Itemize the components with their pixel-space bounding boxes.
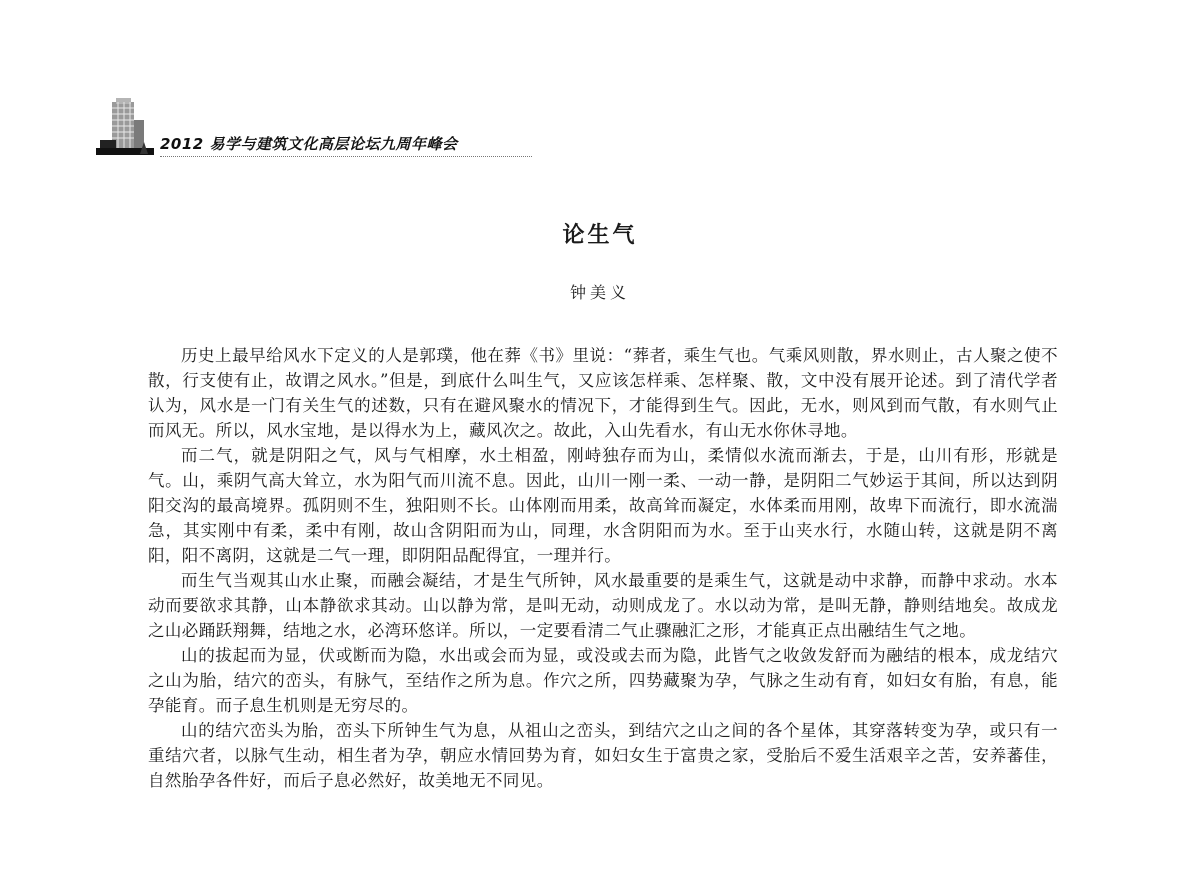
article-author: 钟美义 <box>569 283 630 302</box>
body-paragraph: 而二气，就是阴阳之气，风与气相摩，水土相盈，刚峙独存而为山，柔情似水流而渐去，于是，山川有形，形就是气。山，乘阴气高大耸立，水为阳气而川流不息。因此，山川一刚一柔、一动一静，是阴阳二气妙运于其间，所以达到阴阳交沟的最高境界。孤阴则不生，独阳则不长。山体刚而用柔，故高耸而凝定，水体柔而用刚，故卑下而流行，即水流湍急，其实刚中有柔，柔中有刚，故山含阴阳而为山，同理，水含阴阳而为水。至于山夹水行，水随山转，这就是阴不离阳，阳不离阴，这就是二气一理，即阴阳品配得宜，一理并行。 <box>148 446 1058 565</box>
header-divider <box>160 156 532 157</box>
article-body <box>148 343 1058 793</box>
body-paragraph: 山的拔起而为显，伏或断而为隐，水出或会而为显，或没或去而为隐，此皆气之收敛发舒而为融结的根本，成龙结穴之山为胎，结穴的峦头，有脉气，至结作之所为息。作穴之所，四势藏聚为孕，气脉之生动有育，如妇女有胎，有息，能孕能育。而子息生机则是无穷尽的。 <box>148 646 1058 715</box>
conference-logo-icon <box>96 96 158 160</box>
body-paragraph: 山的结穴峦头为胎，峦头下所钟生气为息，从祖山之峦头，到结穴之山之间的各个星体，其穿落转变为孕，或只有一重结穴者，以脉气生动，相生者为孕，朝应水情回势为育，如妇女生于富贵之家，受胎后不爱生活艰辛之苦，安养蕃佳，自然胎孕各件好，而后子息必然好，故美地无不同见。 <box>148 721 1058 790</box>
conference-title: 2012 易学与建筑文化高层论坛九周年峰会 <box>160 135 458 153</box>
article-title: 论生气 <box>562 223 638 248</box>
body-paragraph: 历史上最早给风水下定义的人是郭璞，他在葬《书》里说：“葬者，乘生气也。气乘风则散，界水则止，古人聚之使不散，行支使有止，故谓之风水。”但是，到底什么叫生气，又应该怎样乘、怎样聚、散，文中没有展开论述。到了清代学者认为，风水是一门有关生气的述数，只有在避风聚水的情况下，才能得到生气。因此，无水，则风到而气散，有水则气止而风无。所以，风水宝地，是以得水为上，藏风次之。故此，入山先看水，有山无水你休寻地。 <box>148 346 1058 440</box>
body-paragraph: 而生气当观其山水止聚，而融会凝结，才是生气所钟，风水最重要的是乘生气，这就是动中求静，而静中求动。水本动而要欲求其静，山本静欲求其动。山以静为常，是叫无动，动则成龙了。水以动为常，是叫无静，静则结地矣。故成龙之山必踊跃翔舞，结地之水，必湾环悠详。所以，一定要看清二气止骤融汇之形，才能真正点出融结生气之地。 <box>148 571 1058 640</box>
running-header <box>96 96 536 162</box>
